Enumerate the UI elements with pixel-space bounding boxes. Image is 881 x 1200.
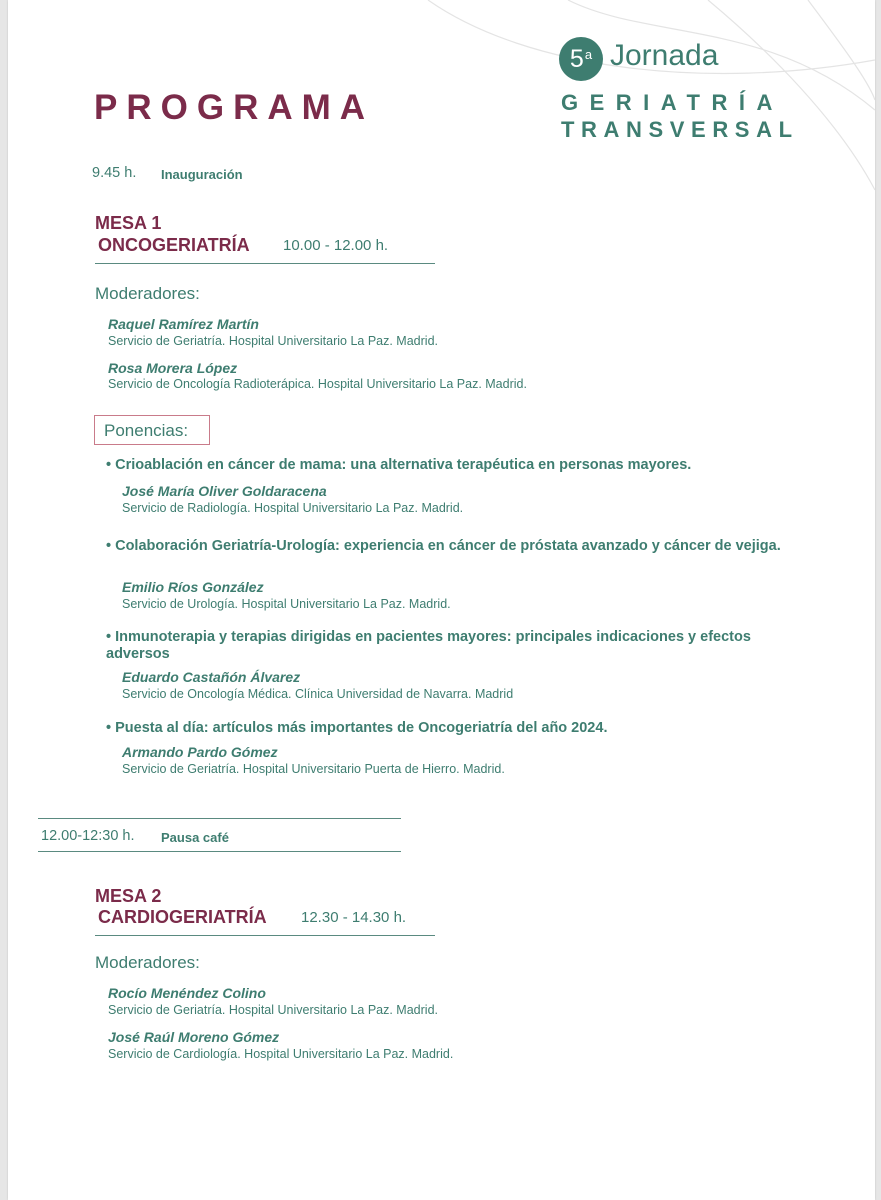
pause-time: 12.00-12:30 h.	[41, 828, 135, 844]
mesa2-divider	[95, 935, 435, 936]
mesa2-moderator-name: José Raúl Moreno Gómez	[108, 1029, 280, 1045]
mesa1-number: MESA 1	[95, 213, 162, 233]
mesa1-divider	[95, 263, 435, 264]
edition-number: 5	[569, 44, 584, 73]
talk-title: • Inmunoterapia y terapias dirigidas en pacientes mayores: principales indicaciones y efectos adversos	[106, 629, 751, 662]
talk-speaker: Armando Pardo Gómez	[122, 744, 278, 760]
mesa1-name: ONCOGERIATRÍA	[98, 235, 250, 255]
mesa2-moderator-affiliation: Servicio de Geriatría. Hospital Universitario La Paz. Madrid.	[108, 1003, 438, 1017]
mesa1-moderator-affiliation: Servicio de Geriatría. Hospital Universitario La Paz. Madrid.	[108, 334, 438, 348]
talk-speaker-affiliation: Servicio de Radiología. Hospital Universitario La Paz. Madrid.	[122, 501, 464, 515]
mesa2-moderator-affiliation: Servicio de Cardiología. Hospital Universitario La Paz. Madrid.	[108, 1047, 454, 1061]
talk-title: • Puesta al día: artículos más importantes de Oncogeriatría del año 2024.	[106, 720, 608, 736]
talk-title: • Colaboración Geriatría-Urología: experiencia en cáncer de próstata avanzado y cáncer de vejiga.	[106, 538, 781, 554]
opening-label: Inauguración	[161, 167, 243, 182]
pause-top-divider	[38, 818, 401, 819]
page-title: PROGRAMA	[94, 88, 375, 127]
mesa1-moderators-heading: Moderadores:	[95, 284, 200, 303]
pause-label: Pausa café	[161, 830, 229, 845]
edition-badge	[559, 37, 603, 81]
talk-speaker: Eduardo Castañón Álvarez	[122, 669, 301, 685]
talk-speaker: José María Oliver Goldaracena	[122, 483, 327, 499]
mesa1-time: 10.00 - 12.00 h.	[283, 237, 389, 254]
edition-suffix: a	[584, 46, 593, 62]
talk-speaker: Emilio Ríos González	[122, 579, 264, 595]
event-title-line1: GERIATRÍA	[561, 90, 784, 115]
talk-speaker-affiliation: Servicio de Geriatría. Hospital Universitario Puerta de Hierro. Madrid.	[122, 762, 505, 776]
mesa2-moderator-name: Rocío Menéndez Colino	[108, 985, 266, 1001]
mesa1-moderator-name: Raquel Ramírez Martín	[108, 316, 259, 332]
mesa2-time: 12.30 - 14.30 h.	[301, 909, 407, 926]
talk-speaker-affiliation: Servicio de Urología. Hospital Universitario La Paz. Madrid.	[122, 597, 451, 611]
jornada-label: Jornada	[610, 39, 719, 72]
mesa2-moderators-heading: Moderadores:	[95, 953, 200, 972]
mesa1-moderator-name: Rosa Morera López	[108, 360, 238, 376]
opening-time: 9.45 h.	[92, 165, 137, 181]
event-title-line2: TRANSVERSAL	[561, 117, 799, 142]
ponencias-heading: Ponencias:	[94, 415, 210, 445]
mesa2-number: MESA 2	[95, 886, 162, 906]
pause-bottom-divider	[38, 851, 401, 852]
program-page	[8, 0, 875, 1200]
talk-speaker-affiliation: Servicio de Oncología Médica. Clínica Universidad de Navarra. Madrid	[122, 687, 514, 701]
mesa1-moderator-affiliation: Servicio de Oncología Radioterápica. Hospital Universitario La Paz. Madrid.	[108, 377, 527, 391]
talk-title: • Crioablación en cáncer de mama: una alternativa terapéutica en personas mayores.	[106, 457, 692, 473]
mesa2-name: CARDIOGERIATRÍA	[98, 907, 267, 927]
